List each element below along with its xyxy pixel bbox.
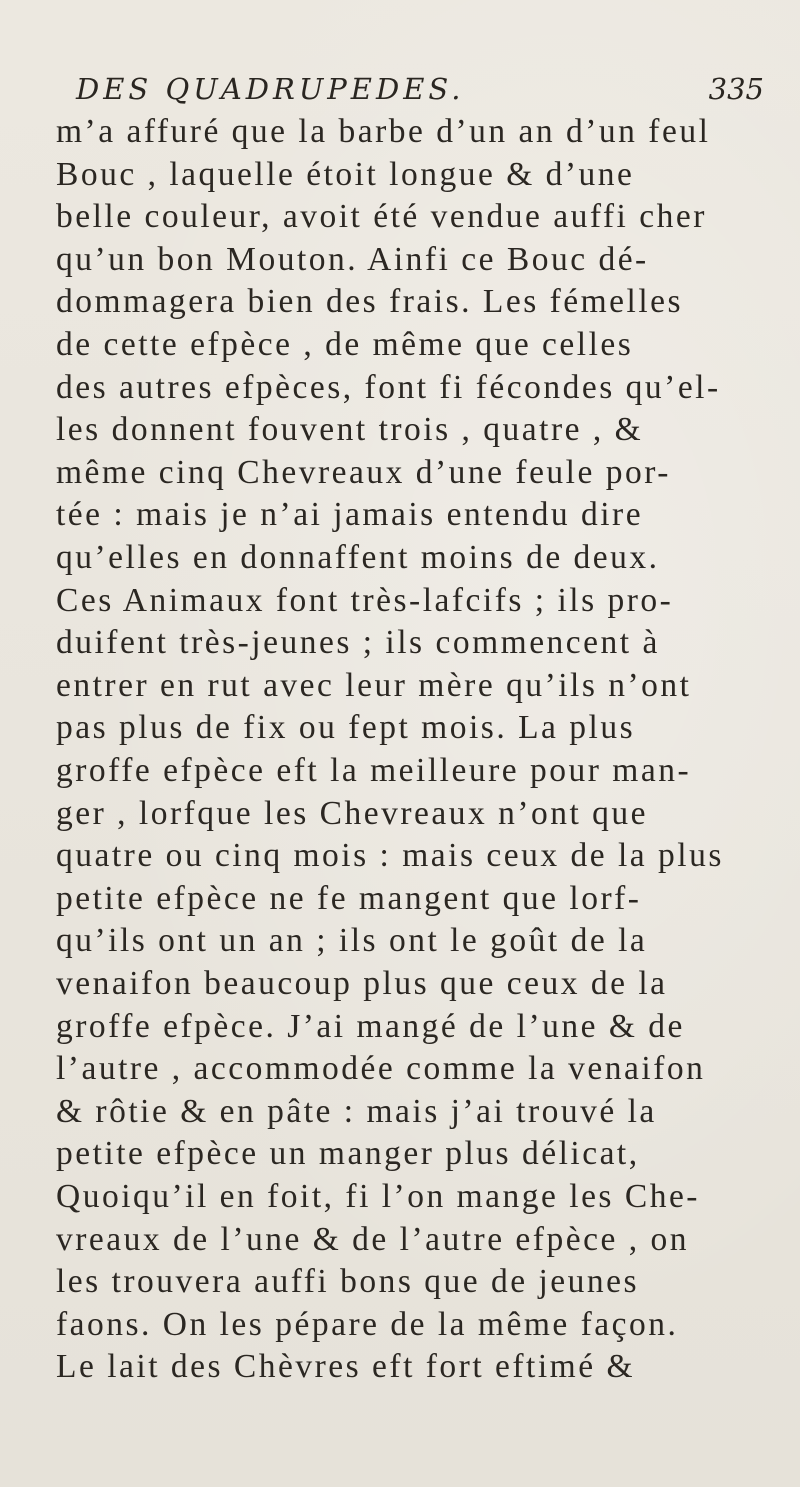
text-line: groffe efpèce eft la meilleure pour man-	[56, 752, 692, 789]
text-line: vreaux de l’une & de l’autre efpèce , on	[56, 1220, 689, 1258]
text-line: Le lait des Chèvres eft fort eftimé &	[56, 1348, 636, 1386]
text-line: tée : mais je n’ai jamais entendu dire	[56, 496, 644, 534]
text-line: qu’un bon Mouton. Ainfi ce Bouc dé-	[56, 240, 649, 278]
text-line: groffe efpèce. J’ai mangé de l’une & de	[56, 1007, 685, 1045]
text-line: dommagera bien des frais. Les fémelles	[56, 283, 684, 321]
text-line: les trouvera auffi bons que de jeunes	[56, 1263, 640, 1301]
text-line: des autres efpèces, font fi fécondes qu’el-	[56, 368, 721, 406]
text-line: duifent très-jeunes ; ils commencent à	[56, 624, 660, 662]
text-line: & rôtie & en pâte : mais j’ai trouvé la	[56, 1092, 657, 1130]
text-line: qu’elles en donnaffent moins de deux.	[56, 539, 660, 576]
running-title: DES QUADRUPEDES.	[76, 72, 465, 106]
text-line: venaifon beaucoup plus que ceux de la	[56, 965, 668, 1002]
page-number: 335	[708, 72, 764, 106]
text-line: pas plus de fix ou fept mois. La plus	[56, 709, 636, 747]
text-line: les donnent fouvent trois , quatre , &	[56, 411, 644, 449]
text-line: de cette efpèce , de même que celles	[56, 326, 634, 363]
text-line: Bouc , laquelle étoit longue & d’une	[56, 155, 635, 193]
text-line: Ces Animaux font très-lafcifs ; ils pro-	[56, 581, 674, 619]
text-line: même cinq Chevreaux d’une feule por-	[56, 453, 671, 491]
text-line: Quoiqu’il en foit, fi l’on mange les Che-	[56, 1178, 700, 1215]
text-line: l’autre , accommodée comme la venaifon	[56, 1050, 706, 1088]
text-line: quatre ou cinq mois : mais ceux de la plus	[56, 837, 724, 875]
text-line: m’a affuré que la barbe d’un an d’un feul	[56, 113, 711, 150]
text-line: qu’ils ont un an ; ils ont le goût de la	[56, 922, 648, 960]
text-line: petite efpèce ne fe mangent que lorf-	[56, 879, 642, 917]
text-line: entrer en rut avec leur mère qu’ils n’ont	[56, 666, 692, 704]
text-line: ger , lorfque les Chevreaux n’ont que	[56, 794, 649, 832]
text-line: belle couleur, avoit été vendue auffi cher	[56, 198, 707, 236]
text-line: faons. On les pépare de la même façon.	[56, 1305, 679, 1343]
text-line: petite efpèce un manger plus délicat,	[56, 1135, 640, 1173]
